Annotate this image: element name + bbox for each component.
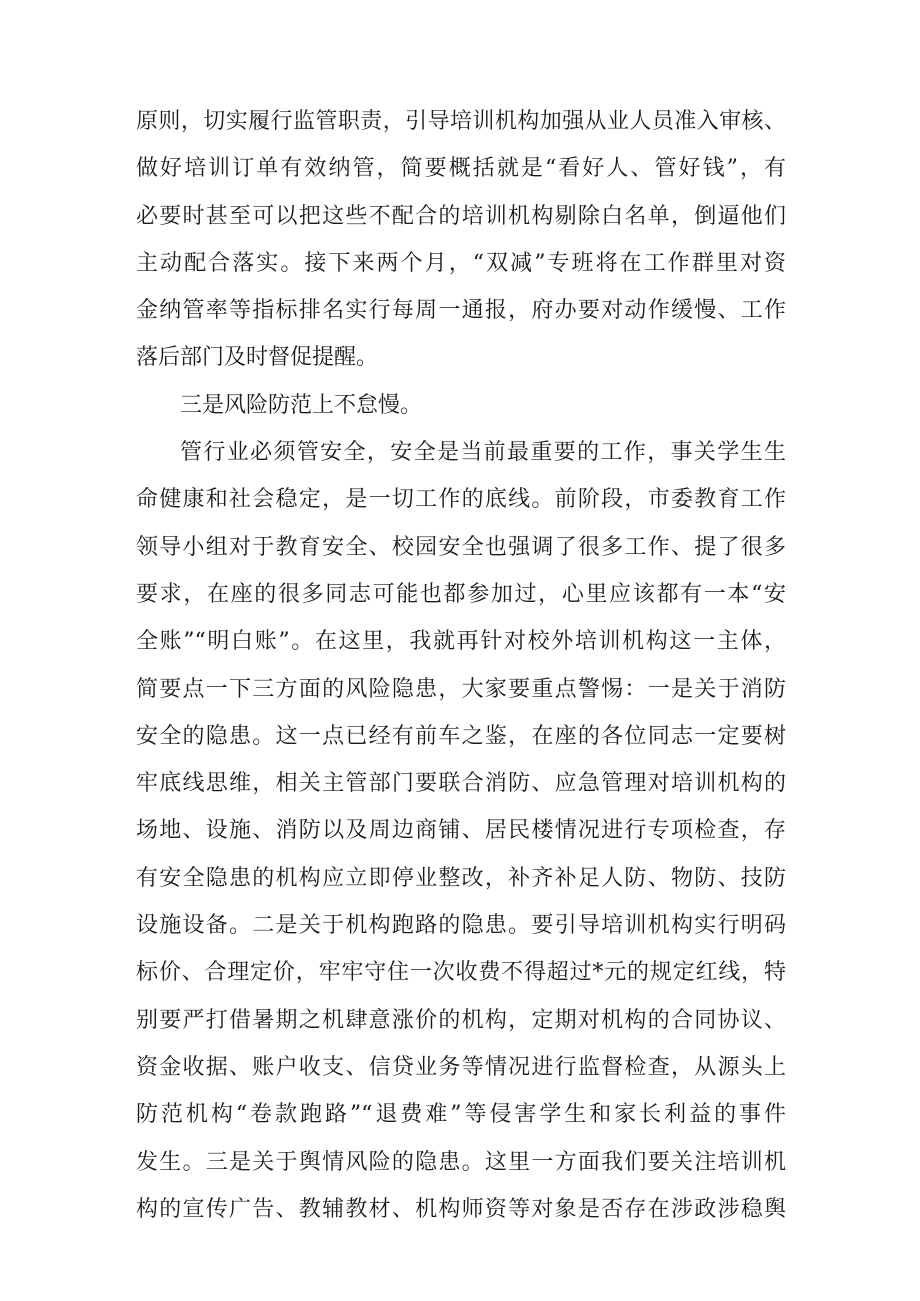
- text-line: 标价、合理定价，牢牢守住一次收费不得超过*元的规定红线，特: [136, 960, 786, 986]
- text-line: 防范机构“卷款跑路”“退费难”等侵害学生和家长利益的事件: [136, 1102, 786, 1128]
- text-line: 有安全隐患的机构应立即停业整改，补齐补足人防、物防、技防: [136, 865, 786, 891]
- text-line: 落后部门及时督促提醒。: [136, 345, 379, 371]
- text-line: 命健康和社会稳定，是一切工作的底线。前阶段，市委教育工作: [136, 487, 786, 513]
- text-line: 构的宣传广告、教辅教材、机构师资等对象是否存在涉政涉稳舆: [136, 1196, 786, 1222]
- text-line: 设施设备。二是关于机构跑路的隐患。要引导培训机构实行明码: [136, 913, 786, 939]
- text-line: 原则，切实履行监管职责，引导培训机构加强从业人员准入审核、: [136, 109, 786, 134]
- text-line: 场地、设施、消防以及周边商铺、居民楼情况进行专项检查，存: [136, 818, 786, 844]
- text-line: 简要点一下三方面的风险隐患，大家要重点警惕：一是关于消防: [136, 676, 786, 702]
- text-line: 全账”“明白账”。在这里，我就再针对校外培训机构这一主体，: [136, 629, 786, 655]
- text-line: 领导小组对于教育安全、校园安全也强调了很多工作、提了很多: [136, 534, 786, 560]
- text-line: 要求，在座的很多同志可能也都参加过，心里应该都有一本“安: [136, 581, 786, 607]
- text-line: 牢底线思维，相关主管部门要联合消防、应急管理对培训机构的: [136, 771, 786, 797]
- text-line: 金纳管率等指标排名实行每周一通报，府办要对动作缓慢、工作: [136, 298, 786, 324]
- text-line: 安全的隐患。这一点已经有前车之鉴，在座的各位同志一定要树: [136, 723, 786, 749]
- text-line: 资金收据、账户收支、信贷业务等情况进行监督检查，从源头上: [136, 1054, 786, 1080]
- text-line: 三是风险防范上不怠慢。: [180, 392, 423, 418]
- document-body: [136, 98, 786, 1233]
- text-line: 主动配合落实。接下来两个月，“双减”专班将在工作群里对资: [136, 250, 786, 276]
- text-line: 管行业必须管安全，安全是当前最重要的工作，事关学生生: [180, 440, 786, 466]
- text-line: 做好培训订单有效纳管，简要概括就是“看好人、管好钱”，有: [136, 156, 786, 182]
- text-line: 发生。三是关于舆情风险的隐患。这里一方面我们要关注培训机: [136, 1149, 786, 1175]
- text-line: 必要时甚至可以把这些不配合的培训机构剔除白名单，倒逼他们: [136, 203, 786, 229]
- text-line: 别要严打借暑期之机肆意涨价的机构，定期对机构的合同协议、: [136, 1007, 786, 1033]
